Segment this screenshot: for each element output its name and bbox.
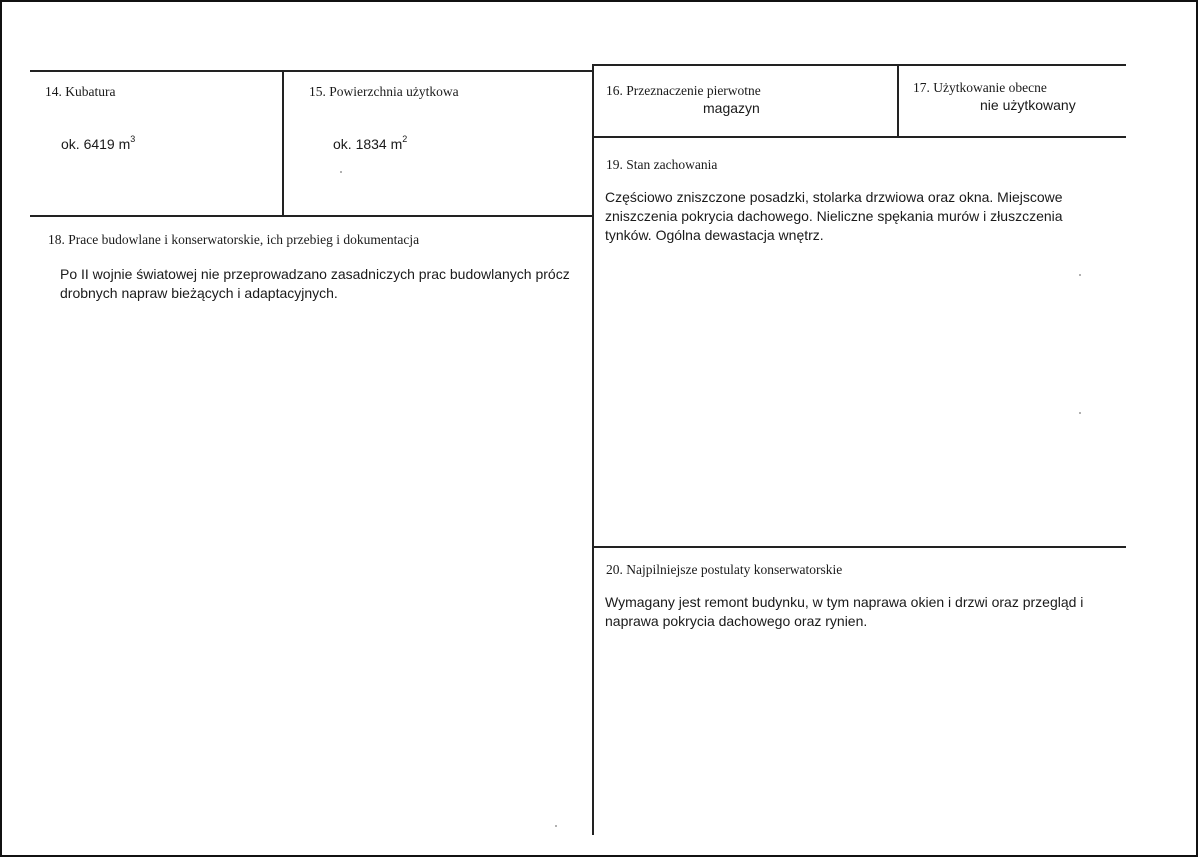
field-15-value-exponent: 2 [402,134,408,144]
divider-14-15 [282,70,284,216]
top-rule-right [593,64,1126,66]
divider-16-17 [897,64,899,138]
field-16-value: magazyn [703,100,760,116]
scan-speck [1079,274,1081,276]
rule-under-14-15 [30,215,593,217]
scan-speck [1079,412,1081,414]
scan-speck [555,825,557,827]
field-14-value-exponent: 3 [130,134,136,144]
top-rule-left [30,70,593,72]
field-20-text: Wymagany jest remont budynku, w tym naprawa okien i drzwi oraz przegląd i naprawa pokrycia dachowego oraz rynien. [605,594,1084,629]
field-19-text: Częściowo zniszczone posadzki, stolarka drzwiowa oraz okna. Miejscowe zniszczenia pokrycia dachowego. Nieliczne spękania murów i złuszczenia tynków. Ogólna dewastacja wnętrz. [605,189,1063,243]
field-19-label: 19. Stan zachowania [606,157,718,172]
field-14-value-text: ok. 6419 m [61,136,131,152]
field-18-text: Po II wojnie światowej nie przeprowadzano zasadniczych prac budowlanych prócz drobnych napraw bieżących i adaptacyjnych. [60,266,570,301]
field-14-label: 14. Kubatura [45,84,116,99]
rule-under-16-17 [593,136,1126,138]
field-14-value [61,136,135,152]
rule-above-20 [593,546,1126,548]
field-17-value: nie użytkowany [980,97,1076,113]
field-15-value-text: ok. 1834 m [333,136,403,152]
field-16-label: 16. Przeznaczenie pierwotne [606,83,761,98]
field-15-value [333,136,407,152]
field-18-label: 18. Prace budowlane i konserwatorskie, ich przebieg i dokumentacja [48,232,420,247]
divider-main-vertical [592,64,594,835]
field-15-label: 15. Powierzchnia użytkowa [309,84,459,99]
scan-speck [340,171,342,173]
field-20-label: 20. Najpilniejsze postulaty konserwatorskie [606,562,843,577]
field-17-label: 17. Użytkowanie obecne [913,80,1047,95]
